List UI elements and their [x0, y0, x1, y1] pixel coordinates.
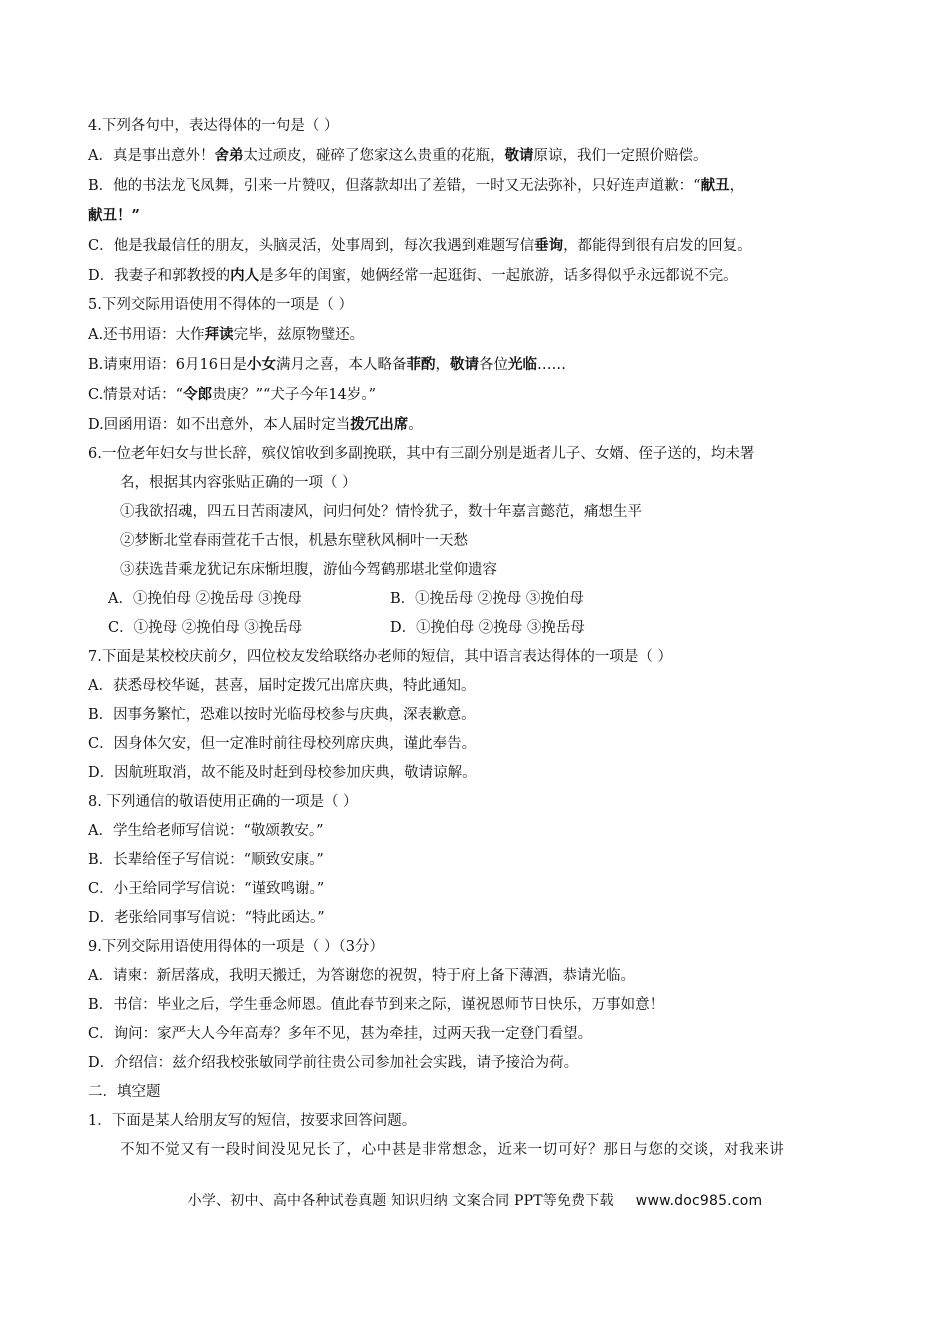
q6-couplet-3: ③获选昔乘龙犹记东床惭坦腹，游仙今驾鹤那堪北堂仰遗容 — [120, 562, 497, 578]
q5-option-d: D.回函用语：如不出意外，本人届时定当拨冗出席。 — [88, 416, 423, 433]
footer-url[interactable]: www.doc985.com — [635, 1193, 763, 1209]
q4-option-d: D．我妻子和郭教授的内人是多年的闺蜜，她俩经常一起逛街、一起旅游，话多得似乎永远都说不完。 — [88, 267, 738, 284]
q8-option-c: C．小王给同学写信说：“谨致鸣谢。” — [88, 881, 325, 897]
q7-option-b: B．因事务繁忙，恐难以按时光临母校参与庆典，深表歉意。 — [88, 707, 476, 723]
q6-option-c: C．①挽母 ②挽伯母 ③挽岳母 — [108, 620, 303, 636]
q9-option-c: C．询问：家严大人今年高寿？多年不见，甚为牵挂，过两天我一定登门看望。 — [88, 1026, 593, 1042]
q6-options-ab — [88, 585, 878, 614]
q9-stem: 9.下列交际用语使用得体的一项是（ ）（3分） — [88, 939, 384, 955]
q5-option-b: B.请柬用语：6月16日是小女满月之喜，本人略备菲酌，敬请各位光临…… — [88, 356, 566, 373]
q7-option-d: D．因航班取消，故不能及时赶到母校参加庆典，敬请谅解。 — [88, 765, 477, 781]
q8-option-a: A．学生给老师写信说：“敬颂教安。” — [88, 823, 324, 839]
page-footer — [0, 1190, 950, 1210]
q9-option-d: D．介绍信：兹介绍我校张敏同学前往贵公司参加社会实践，请予接洽为荷。 — [88, 1055, 579, 1071]
fill1-passage: 不知不觉又有一段时间没见兄长了，心中甚是非常想念，近来一切可好？那日与您的交谈，对我来讲 — [120, 1142, 785, 1158]
q6-stem-cont: 名，根据其内容张贴正确的一项（ ） — [120, 475, 357, 491]
question-content — [88, 112, 878, 1165]
q6-couplet-1: ①我欲招魂，四五日苦雨凄风，问归何处？情怜犹子，数十年嘉言懿范，痛想生平 — [120, 504, 642, 520]
q8-option-d: D．老张给同事写信说：“特此函达。” — [88, 910, 325, 926]
q4-option-b-cont: 献丑！” — [88, 207, 140, 224]
q4-option-a: A．真是事出意外！舍弟太过顽皮，碰碎了您家这么贵重的花瓶，敬请原谅，我们一定照价赔偿。 — [88, 147, 708, 164]
q4-stem: 4.下列各句中，表达得体的一句是（ ） — [88, 118, 339, 134]
q7-stem: 7.下面是某校校庆前夕，四位校友发给联络办老师的短信，其中语言表达得体的一项是（ ） — [88, 649, 672, 665]
q6-option-d: D．①挽伯母 ②挽母 ③挽岳母 — [390, 620, 585, 636]
q5-option-c: C.情景对话：“令郎贵庚？”“犬子今年14岁。” — [88, 386, 377, 403]
q5-option-a: A.还书用语：大作拜读完毕，兹原物璧还。 — [88, 326, 365, 343]
q5-stem: 5.下列交际用语使用不得体的一项是（ ） — [88, 297, 353, 313]
q6-option-b: B．①挽岳母 ②挽母 ③挽伯母 — [390, 591, 584, 607]
q4-option-b: B．他的书法龙飞凤舞，引来一片赞叹，但落款却出了差错，一时又无法弥补，只好连声道歉：“献丑， — [88, 177, 745, 194]
q6-stem: 6.一位老年妇女与世长辞，殡仪馆收到多副挽联，其中有三副分别是逝者儿子、女婿、侄子送的，均未署 — [88, 446, 755, 462]
q6-couplet-2: ②梦断北堂春雨萱花千古恨，机悬东壁秋风桐叶一天愁 — [120, 533, 468, 549]
q6-options-cd — [88, 614, 878, 643]
q4-option-c: C．他是我最信任的朋友，头脑灵活，处事周到，每次我遇到难题写信垂询，都能得到很有启发的回复。 — [88, 237, 752, 254]
footer-text: 小学、初中、高中各种试卷真题 知识归纳 文案合同 PPT等免费下载 — [187, 1193, 614, 1209]
q8-option-b: B．长辈给侄子写信说：“顺致安康。” — [88, 852, 324, 868]
fill1-stem: 1．下面是某人给朋友写的短信，按要求回答问题。 — [88, 1113, 417, 1129]
q8-stem: 8. 下列通信的敬语使用正确的一项是（ ） — [88, 794, 358, 810]
q6-option-a: A．①挽伯母 ②挽岳母 ③挽母 — [108, 591, 302, 607]
q9-option-b: B．书信：毕业之后，学生垂念师恩。值此春节到来之际，谨祝恩师节日快乐，万事如意！ — [88, 997, 665, 1013]
section-heading-fill-blank: 二．填空题 — [88, 1084, 161, 1100]
q9-option-a: A．请柬：新居落成，我明天搬迁，为答谢您的祝贺，特于府上备下薄酒，恭请光临。 — [88, 968, 635, 984]
q7-option-c: C．因身体欠安，但一定准时前往母校列席庆典，谨此奉告。 — [88, 736, 477, 752]
q7-option-a: A．获悉母校华诞，甚喜，届时定拨冗出席庆典，特此通知。 — [88, 678, 476, 694]
